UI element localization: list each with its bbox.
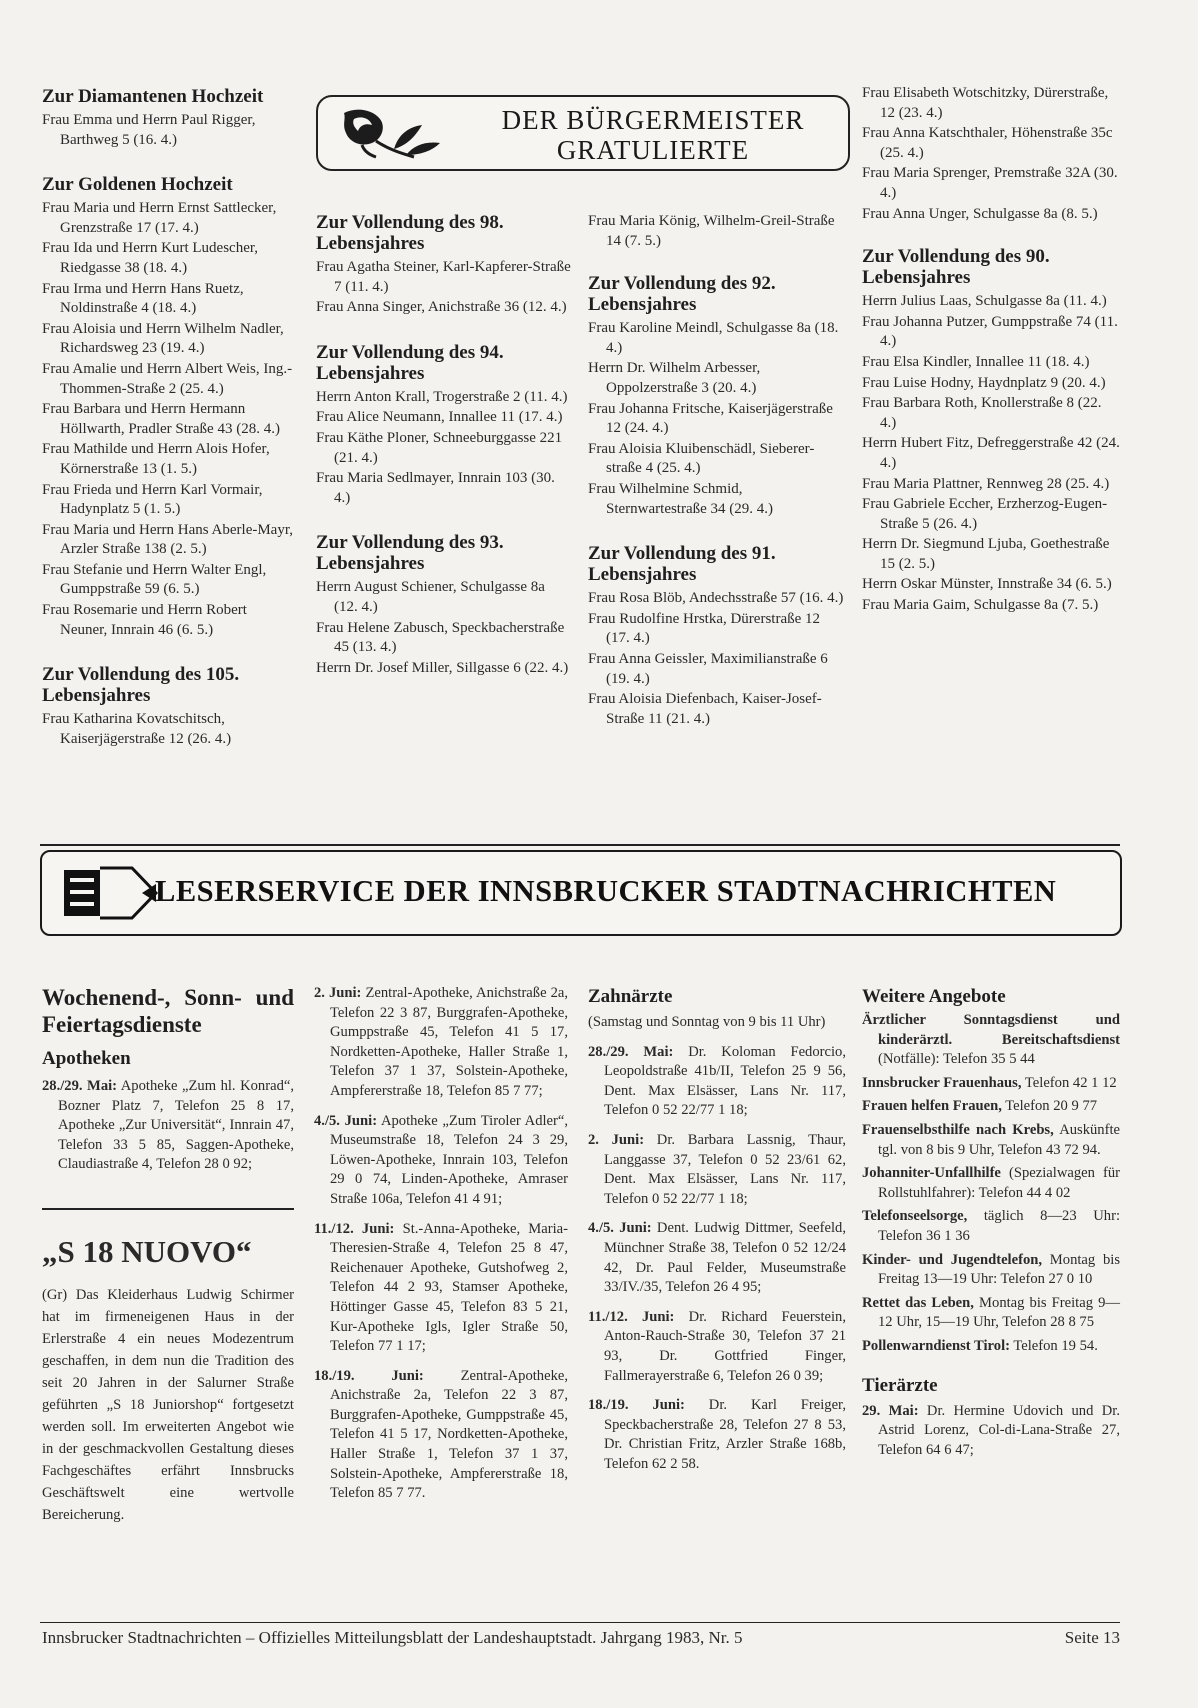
- zahnaerzte-note: (Samstag und Sonntag von 9 bis 11 Uhr): [588, 1014, 826, 1030]
- apotheken-heading: Apotheken: [42, 1048, 131, 1069]
- jubilee-entry: Frau Johanna Fritsche, Kaiserjägerstraße 12 (24. 4.): [588, 400, 833, 437]
- service-date-label: Telefonseelsorge,: [862, 1208, 968, 1225]
- column-jubilees-3: [588, 212, 845, 730]
- jubilee-entry: Frau Anna Geissler, Maximilianstraße 6 (19. 4.): [588, 650, 828, 687]
- service-text: täglich 8—23 Uhr: Telefon 36 1 36: [878, 1208, 1120, 1244]
- service-date-label: 28./29. Mai:: [588, 1043, 674, 1060]
- service-entry: [314, 1220, 568, 1357]
- leserservice-banner: [40, 850, 1122, 936]
- lead-entry: Frau Elisabeth Wotschitzky, Dürerstraße, 12 (23. 4.): [862, 85, 1109, 121]
- jubilee-entry: Herrn Dr. Josef Miller, Sillgasse 6 (22. 4.): [316, 659, 569, 676]
- page-footer: [42, 1628, 1120, 1648]
- service-entry: [588, 1219, 846, 1297]
- jubilee-entry: Frau Maria Sedlmayer, Innrain 103 (30. 4.): [316, 470, 555, 506]
- jubilee-entry: Frau Rosa Blöb, Andechsstraße 57 (16. 4.): [588, 590, 844, 607]
- page-number: Seite 13: [1064, 1628, 1120, 1647]
- jubilee-entry: Herrn August Schiener, Schulgasse 8a (12. 4.): [316, 579, 545, 615]
- column-services-3: [588, 986, 846, 1484]
- service-date-label: 28./29. Mai:: [42, 1078, 118, 1094]
- jubilee-entry: Frau Gabriele Eccher, Erzherzog-Eugen-Straße 5 (26. 4.): [862, 496, 1108, 532]
- jubilee-entry: Herrn Anton Krall, Trogerstraße 2 (11. 4.): [316, 388, 568, 405]
- service-text: Dr. Koloman Fedorcio, Leopoldstraße 41b/II, Telefon 25 9 56, Dent. Max Elsässer, Lans Nr. 117, Telefon 0 52 22/77 1 18;: [604, 1043, 846, 1119]
- jubilee-entry: Frau Emma und Herrn Paul Rigger, Barthweg 5 (16. 4.): [42, 112, 256, 148]
- service-text: Dr. Hermine Udovich und Dr. Astrid Lorenz, Col-di-Lana-Straße 27, Telefon 64 6 47;: [878, 1402, 1120, 1458]
- service-text: Auskünfte tgl. von 8 bis 9 Uhr, Telefon 43 72 94.: [878, 1121, 1120, 1158]
- service-date-label: Frauenselbsthilfe nach Krebs,: [862, 1121, 1054, 1138]
- jubilee-entry: Frau Barbara Roth, Knollerstraße 8 (22. 4.): [862, 395, 1102, 431]
- arrow-book-icon: [60, 862, 160, 924]
- service-date-label: Kinder- und Jugendtelefon,: [862, 1251, 1043, 1268]
- service-entry: [862, 1121, 1120, 1160]
- service-entry: [862, 1074, 1120, 1094]
- service-date-label: 29. Mai:: [862, 1402, 919, 1419]
- service-date-label: 18./19. Juni:: [588, 1397, 685, 1414]
- lead-entry: Frau Anna Katschthaler, Höhenstraße 35c (25. 4.): [862, 125, 1113, 161]
- service-entry: [588, 1396, 846, 1474]
- service-entry: [862, 1337, 1120, 1357]
- service-entry: [862, 1164, 1120, 1203]
- column-services-4: [862, 986, 1120, 1470]
- service-entry: [862, 1402, 1120, 1461]
- jubilee-entry: Herrn Hubert Fitz, Defreggerstraße 42 (24. 4.): [862, 435, 1120, 471]
- service-text: (Spezialwagen für Rollstuhlfahrer): Telefon 44 4 02: [878, 1165, 1120, 1201]
- column-services-2: [314, 984, 568, 1514]
- service-text: Dr. Richard Feuerstein, Anton-Rauch-Straße 30, Telefon 37 21 93, Dr. Gottfried Finger, Fallmerayerstraße 6, Telefon 26 0 39;: [604, 1308, 846, 1384]
- service-text: Apotheke „Zum Tiroler Adler“, Museumstraße 18, Telefon 24 3 29, Löwen-Apotheke, Innrain 103, Telefon 29 0 74, Linden-Apotheke, Amraser Straße 106a, Telefon 41 4 91;: [330, 1112, 569, 1207]
- jubilee-entry: Frau Helene Zabusch, Speckbacherstraße 45 (13. 4.): [316, 619, 565, 656]
- jubilee-entry: Frau Rudolfine Hrstka, Dürerstraße 12 (17. 4.): [588, 610, 821, 647]
- service-entry: [314, 1367, 568, 1504]
- jubilee-entry: Herrn Oskar Münster, Innstraße 34 (6. 5.): [862, 576, 1112, 593]
- service-entry: [862, 1207, 1120, 1246]
- jubilee-entry: Frau Frieda und Herrn Karl Vormair, Hadynplatz 5 (1. 5.): [42, 481, 263, 518]
- service-text: Apotheke „Zum hl. Konrad“, Bozner Platz 7, Telefon 25 8 17, Apotheke „Zur Universität“, Innrain 47, Telefon 33 5 85, Saggen-Apotheke, Claudiastraße 4, Telefon 28 0 92;: [58, 1078, 294, 1173]
- service-entry: [862, 1097, 1120, 1117]
- section-heading: Zur Vollendung des 90. Lebensjahres: [862, 246, 1050, 289]
- section-heading: Zur Diamantenen Hochzeit: [42, 86, 264, 107]
- service-date-label: Johanniter-Unfallhilfe: [862, 1165, 1001, 1182]
- service-entry: [862, 1294, 1120, 1333]
- lead-entry: Frau Maria König, Wilhelm-Greil-Straße 14 (7. 5.): [588, 213, 835, 249]
- service-text: St.-Anna-Apotheke, Maria-Theresien-Straße 4, Telefon 25 8 47, Reichenauer Apotheke, Gutshofweg 2, Telefon 44 2 93, Stamser Apotheke, Höttinger Gasse 45, Telefon 83 5 21, Kur-Apotheke Igls, Igler Straße 50, Telefon 77 1 17;: [330, 1220, 569, 1355]
- jubilee-entry: Frau Wilhelmine Schmid, Sternwartestraße 34 (29. 4.): [588, 480, 774, 517]
- service-date-label: Rettet das Leben,: [862, 1294, 974, 1311]
- service-date-label: 2. Juni:: [588, 1131, 645, 1148]
- service-text: Dr. Barbara Lassnig, Thaur, Langgasse 37, Telefon 0 52 23/61 62, Dent. Max Elsässer, Lans Nr. 117, Telefon 0 52 22/77 1 18;: [604, 1131, 846, 1207]
- services-title: Wochenend-, Sonn- und Feiertagsdienste: [42, 985, 294, 1037]
- service-entry: [42, 1077, 294, 1175]
- jubilee-entry: Frau Käthe Ploner, Schneeburggasse 221 (21. 4.): [316, 429, 563, 466]
- jubilee-entry: Frau Stefanie und Herrn Walter Engl, Gumppstraße 59 (6. 5.): [42, 561, 267, 598]
- service-entry: [314, 1112, 568, 1210]
- footer-publication: Innsbrucker Stadtnachrichten – Offizielles Mitteilungsblatt der Landeshauptstadt. Jahrgang 1983, Nr. 5: [42, 1628, 743, 1647]
- jubilee-entry: Frau Maria Gaim, Schulgasse 8a (7. 5.): [862, 597, 1099, 614]
- column-jubilees-2: [316, 212, 571, 679]
- service-text: Telefon 20 9 77: [1005, 1098, 1098, 1115]
- service-text: (Notfälle): Telefon 35 5 44: [878, 1051, 1035, 1068]
- nuovo-title: „S 18 NUOVO“: [42, 1234, 252, 1269]
- column-jubilees-1: [42, 86, 297, 750]
- section-heading: Zur Vollendung des 94. Lebensjahres: [316, 341, 504, 384]
- service-text: Zentral-Apotheke, Anichstraße 2a, Telefon 22 3 87, Burggrafen-Apotheke, Gumppstraße 45, Telefon 41 5 17, Nordketten-Apotheke, Haller Straße 1, Telefon 37 1 37, Solstein-Apotheke, Ampfererstraße 18, Telefon 85 7 77;: [330, 985, 568, 1099]
- jubilee-entry: Frau Irma und Herrn Hans Ruetz, Noldinstraße 4 (18. 4.): [42, 280, 244, 317]
- jubilee-entry: Herrn Julius Laas, Schulgasse 8a (11. 4.): [862, 293, 1107, 310]
- jubilee-entry: Frau Anna Singer, Anichstraße 36 (12. 4.): [316, 299, 567, 316]
- column-jubilees-4: [862, 84, 1120, 617]
- service-text: Montag bis Freitag 9—12 Uhr, 15—19 Uhr, Telefon 28 8 75: [878, 1294, 1120, 1331]
- jubilee-entry: Frau Ida und Herrn Kurt Ludescher, Riedgasse 38 (18. 4.): [42, 240, 258, 276]
- divider-nuovo: [42, 1208, 294, 1210]
- jubilee-entry: Herrn Dr. Siegmund Ljuba, Goethestraße 15 (2. 5.): [862, 536, 1110, 572]
- section-heading: Zur Vollendung des 105. Lebensjahres: [42, 664, 240, 707]
- service-date-label: 11./12. Juni:: [314, 1220, 395, 1237]
- jubilee-entry: Frau Elsa Kindler, Innallee 11 (18. 4.): [862, 353, 1090, 370]
- zahnaerzte-heading: Zahnärzte: [588, 986, 673, 1007]
- service-entry: [314, 984, 568, 1102]
- jubilee-entry: Frau Aloisia und Herrn Wilhelm Nadler, Richardsweg 23 (19. 4.): [42, 320, 284, 357]
- section-heading: Zur Vollendung des 92. Lebensjahres: [588, 273, 776, 316]
- service-date-label: Pollenwarndienst Tirol:: [862, 1337, 1010, 1354]
- jubilee-entry: Frau Maria und Herrn Ernst Sattlecker, Grenzstraße 17 (17. 4.): [42, 200, 277, 236]
- service-date-label: 4./5. Juni:: [588, 1220, 652, 1237]
- lead-entry: Frau Maria Sprenger, Premstraße 32A (30. 4.): [862, 165, 1118, 201]
- jubilee-entry: Frau Amalie und Herrn Albert Weis, Ing.-Thommen-Straße 2 (25. 4.): [42, 360, 293, 397]
- section-heading: Zur Goldenen Hochzeit: [42, 174, 233, 196]
- jubilee-entry: Frau Luise Hodny, Haydnplatz 9 (20. 4.): [862, 374, 1106, 391]
- service-date-label: Frauen helfen Frauen,: [862, 1098, 1002, 1115]
- leserservice-title: LESERSERVICE DER INNSBRUCKER STADTNACHRICHTEN: [155, 874, 1057, 908]
- jubilee-entry: Frau Mathilde und Herrn Alois Hofer, Körnerstraße 13 (1. 5.): [42, 441, 270, 477]
- section-heading: Zur Vollendung des 93. Lebensjahres: [316, 532, 504, 575]
- section-heading: Zur Vollendung des 98. Lebensjahres: [316, 212, 504, 254]
- mayor-banner: [316, 95, 850, 171]
- jubilee-entry: Frau Alice Neumann, Innallee 11 (17. 4.): [316, 409, 563, 426]
- jubilee-entry: Herrn Dr. Wilhelm Arbesser, Oppolzerstraße 3 (20. 4.): [588, 360, 761, 396]
- service-entry: [862, 1011, 1120, 1070]
- service-text: Dr. Karl Freiger, Speckbacherstraße 28, Telefon 27 8 53, Dr. Christian Fritz, Arzler Straße 168b, Telefon 62 2 58.: [604, 1397, 846, 1472]
- jubilee-entry: Frau Johanna Putzer, Gumppstraße 74 (11. 4.): [862, 313, 1118, 350]
- jubilee-entry: Frau Maria und Herrn Hans Aberle-Mayr, Arzler Straße 138 (2. 5.): [42, 521, 293, 558]
- footer-rule: [40, 1622, 1120, 1623]
- weitere-angebote-heading: Weitere Angebote: [862, 986, 1006, 1007]
- service-date-label: 2. Juni:: [314, 985, 362, 1001]
- jubilee-entry: Frau Barbara und Herrn Hermann Höllwarth, Pradler Straße 43 (28. 4.): [42, 401, 280, 437]
- service-date-label: 18./19. Juni:: [314, 1367, 424, 1384]
- nuovo-article: [42, 1234, 294, 1527]
- service-date-label: Ärztlicher Sonntagsdienst und kinderärztl. Bereitschaftsdienst: [862, 1012, 1120, 1048]
- service-entry: [862, 1251, 1120, 1290]
- jubilee-entry: Frau Karoline Meindl, Schulgasse 8a (18. 4.): [588, 320, 839, 356]
- service-date-label: 4./5. Juni:: [314, 1112, 378, 1129]
- service-entry: [588, 1043, 846, 1121]
- jubilee-entry: Frau Rosemarie und Herrn Robert Neuner, Innrain 46 (6. 5.): [42, 602, 247, 638]
- tieraerzte-heading: Tierärzte: [862, 1374, 938, 1396]
- jubilee-entry: Frau Agatha Steiner, Karl-Kapferer-Straße 7 (11. 4.): [316, 259, 571, 295]
- service-text: Telefon 19 54.: [1013, 1337, 1098, 1354]
- service-text: Zentral-Apotheke, Anichstraße 2a, Telefon 22 3 87, Burggrafen-Apotheke, Gumppstraße 45, Telefon 41 5 17, Nordketten-Apotheke, Haller Straße 1, Telefon 37 1 37, Solstein-Apotheke, Ampfererstraße 18, Telefon 85 7 77.: [330, 1367, 568, 1502]
- service-text: Dent. Ludwig Dittmer, Seefeld, Münchner Straße 38, Telefon 0 52 12/24 42, Dr. Paul Felder, Museumstraße 33/IV./35, Telefon 26 4 95;: [604, 1220, 846, 1296]
- divider-top: [40, 844, 1120, 846]
- service-entry: [588, 1308, 846, 1386]
- service-text: Montag bis Freitag 13—19 Uhr: Telefon 27 0 10: [878, 1251, 1120, 1288]
- jubilee-entry: Frau Aloisia Kluibenschädl, Sieberer-straße 4 (25. 4.): [588, 440, 815, 477]
- rose-icon: [336, 105, 456, 161]
- service-entry: [588, 1131, 846, 1209]
- nuovo-text: (Gr) Das Kleiderhaus Ludwig Schirmer hat im firmeneigenen Haus in der Erlerstraße 4 ein neues Modezentrum geschaffen, in dem nun die Tradition des seit 20 Jahren in der Salurner Straße geführten „S 18 Juniorshop“ fortgesetzt werden soll. Im erweiterten Angebot wie in der geschmackvollen Gestaltung dieses Fachgeschäftes erfährt Innsbrucks Geschäftswelt eine wertvolle Bereicherung.: [42, 1287, 294, 1523]
- jubilee-entry: Frau Aloisia Diefenbach, Kaiser-Josef-Straße 11 (21. 4.): [588, 691, 822, 727]
- mayor-banner-title: DER BÜRGERMEISTER GRATULIERTE: [501, 105, 805, 165]
- lead-entry: Frau Anna Unger, Schulgasse 8a (8. 5.): [862, 205, 1098, 222]
- section-heading: Zur Vollendung des 91. Lebensjahres: [588, 543, 776, 586]
- column-services-1: [42, 984, 294, 1185]
- service-date-label: Innsbrucker Frauenhaus,: [862, 1074, 1022, 1091]
- service-date-label: 11./12. Juni:: [588, 1308, 675, 1325]
- service-text: Telefon 42 1 12: [1024, 1074, 1117, 1091]
- jubilee-entry: Frau Maria Plattner, Rennweg 28 (25. 4.): [862, 475, 1110, 492]
- jubilee-entry: Frau Katharina Kovatschitsch, Kaiserjägerstraße 12 (26. 4.): [42, 711, 232, 747]
